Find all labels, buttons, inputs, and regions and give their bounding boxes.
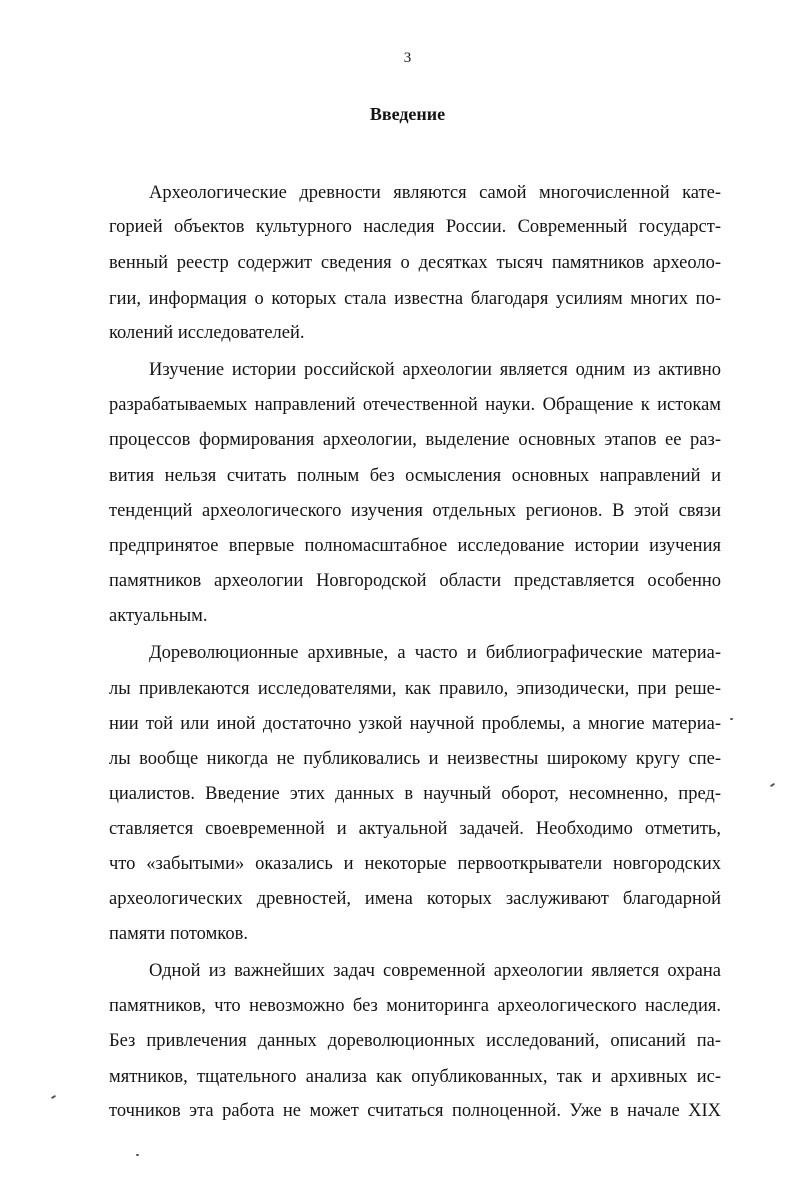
text-line: циалистов. Введение этих данных в научный оборот, несомненно, пред- — [109, 784, 721, 804]
text-line: Одной из важнейших задач современной археологии является охрана — [149, 961, 721, 981]
text-line: точников эта работа не может считаться полноценной. Уже в начале XIX — [109, 1101, 721, 1121]
text-line: разрабатываемых направлений отечественной науки. Обращение к истокам — [109, 395, 721, 415]
text-line: археологических древностей, имена которых заслуживают благодарной — [109, 889, 721, 909]
text-line: горией объектов культурного наследия России. Современный государст- — [109, 217, 721, 237]
text-line: процессов формирования археологии, выделение основных этапов ее раз- — [109, 430, 721, 450]
text-line: мятников, тщательного анализа как опубликованных, так и архивных ис- — [109, 1067, 721, 1087]
text-line: гии, информация о которых стала известна благодаря усилиям многих по- — [109, 289, 721, 309]
scan-speck — [136, 1154, 139, 1156]
text-line: памяти потомков. — [109, 924, 248, 944]
text-line: предпринятое впервые полномасштабное исследование истории изучения — [109, 536, 721, 556]
text-line: тенденций археологического изучения отдельных регионов. В этой связи — [109, 501, 721, 521]
scan-speck — [51, 1095, 56, 1099]
text-line: памятников археологии Новгородской области представляется особенно — [109, 571, 721, 591]
text-line: колений исследователей. — [109, 323, 305, 343]
text-line: Без привлечения данных дореволюционных исследований, описаний па- — [109, 1031, 721, 1051]
page-number: 3 — [403, 50, 412, 66]
text-line: нии той или иной достаточно узкой научной проблемы, а многие материа- — [109, 714, 721, 734]
text-line: памятников, что невозможно без мониторинга археологического наследия. — [109, 996, 721, 1016]
text-line: актуальным. — [109, 606, 208, 626]
text-line: Дореволюционные архивные, а часто и библиографические материа- — [149, 643, 721, 663]
scan-speck — [730, 718, 733, 720]
text-line: вития нельзя считать полным без осмысления основных направлений и — [109, 466, 721, 486]
text-line: венный реестр содержит сведения о десятках тысяч памятников археоло- — [109, 253, 721, 273]
text-line: лы вообще никогда не публиковались и неизвестны широкому кругу спе- — [109, 749, 721, 769]
text-line: лы привлекаются исследователями, как правило, эпизодически, при реше- — [109, 679, 721, 699]
scan-speck — [770, 783, 775, 788]
text-line: ставляется своевременной и актуальной задачей. Необходимо отметить, — [109, 819, 721, 839]
text-line: что «забытыми» оказались и некоторые первооткрыватели новгородских — [109, 854, 721, 874]
section-heading: Введение — [369, 104, 446, 124]
text-line: Изучение истории российской археологии является одним из активно — [149, 360, 721, 380]
text-line: Археологические древности являются самой многочисленной кате- — [149, 183, 721, 203]
